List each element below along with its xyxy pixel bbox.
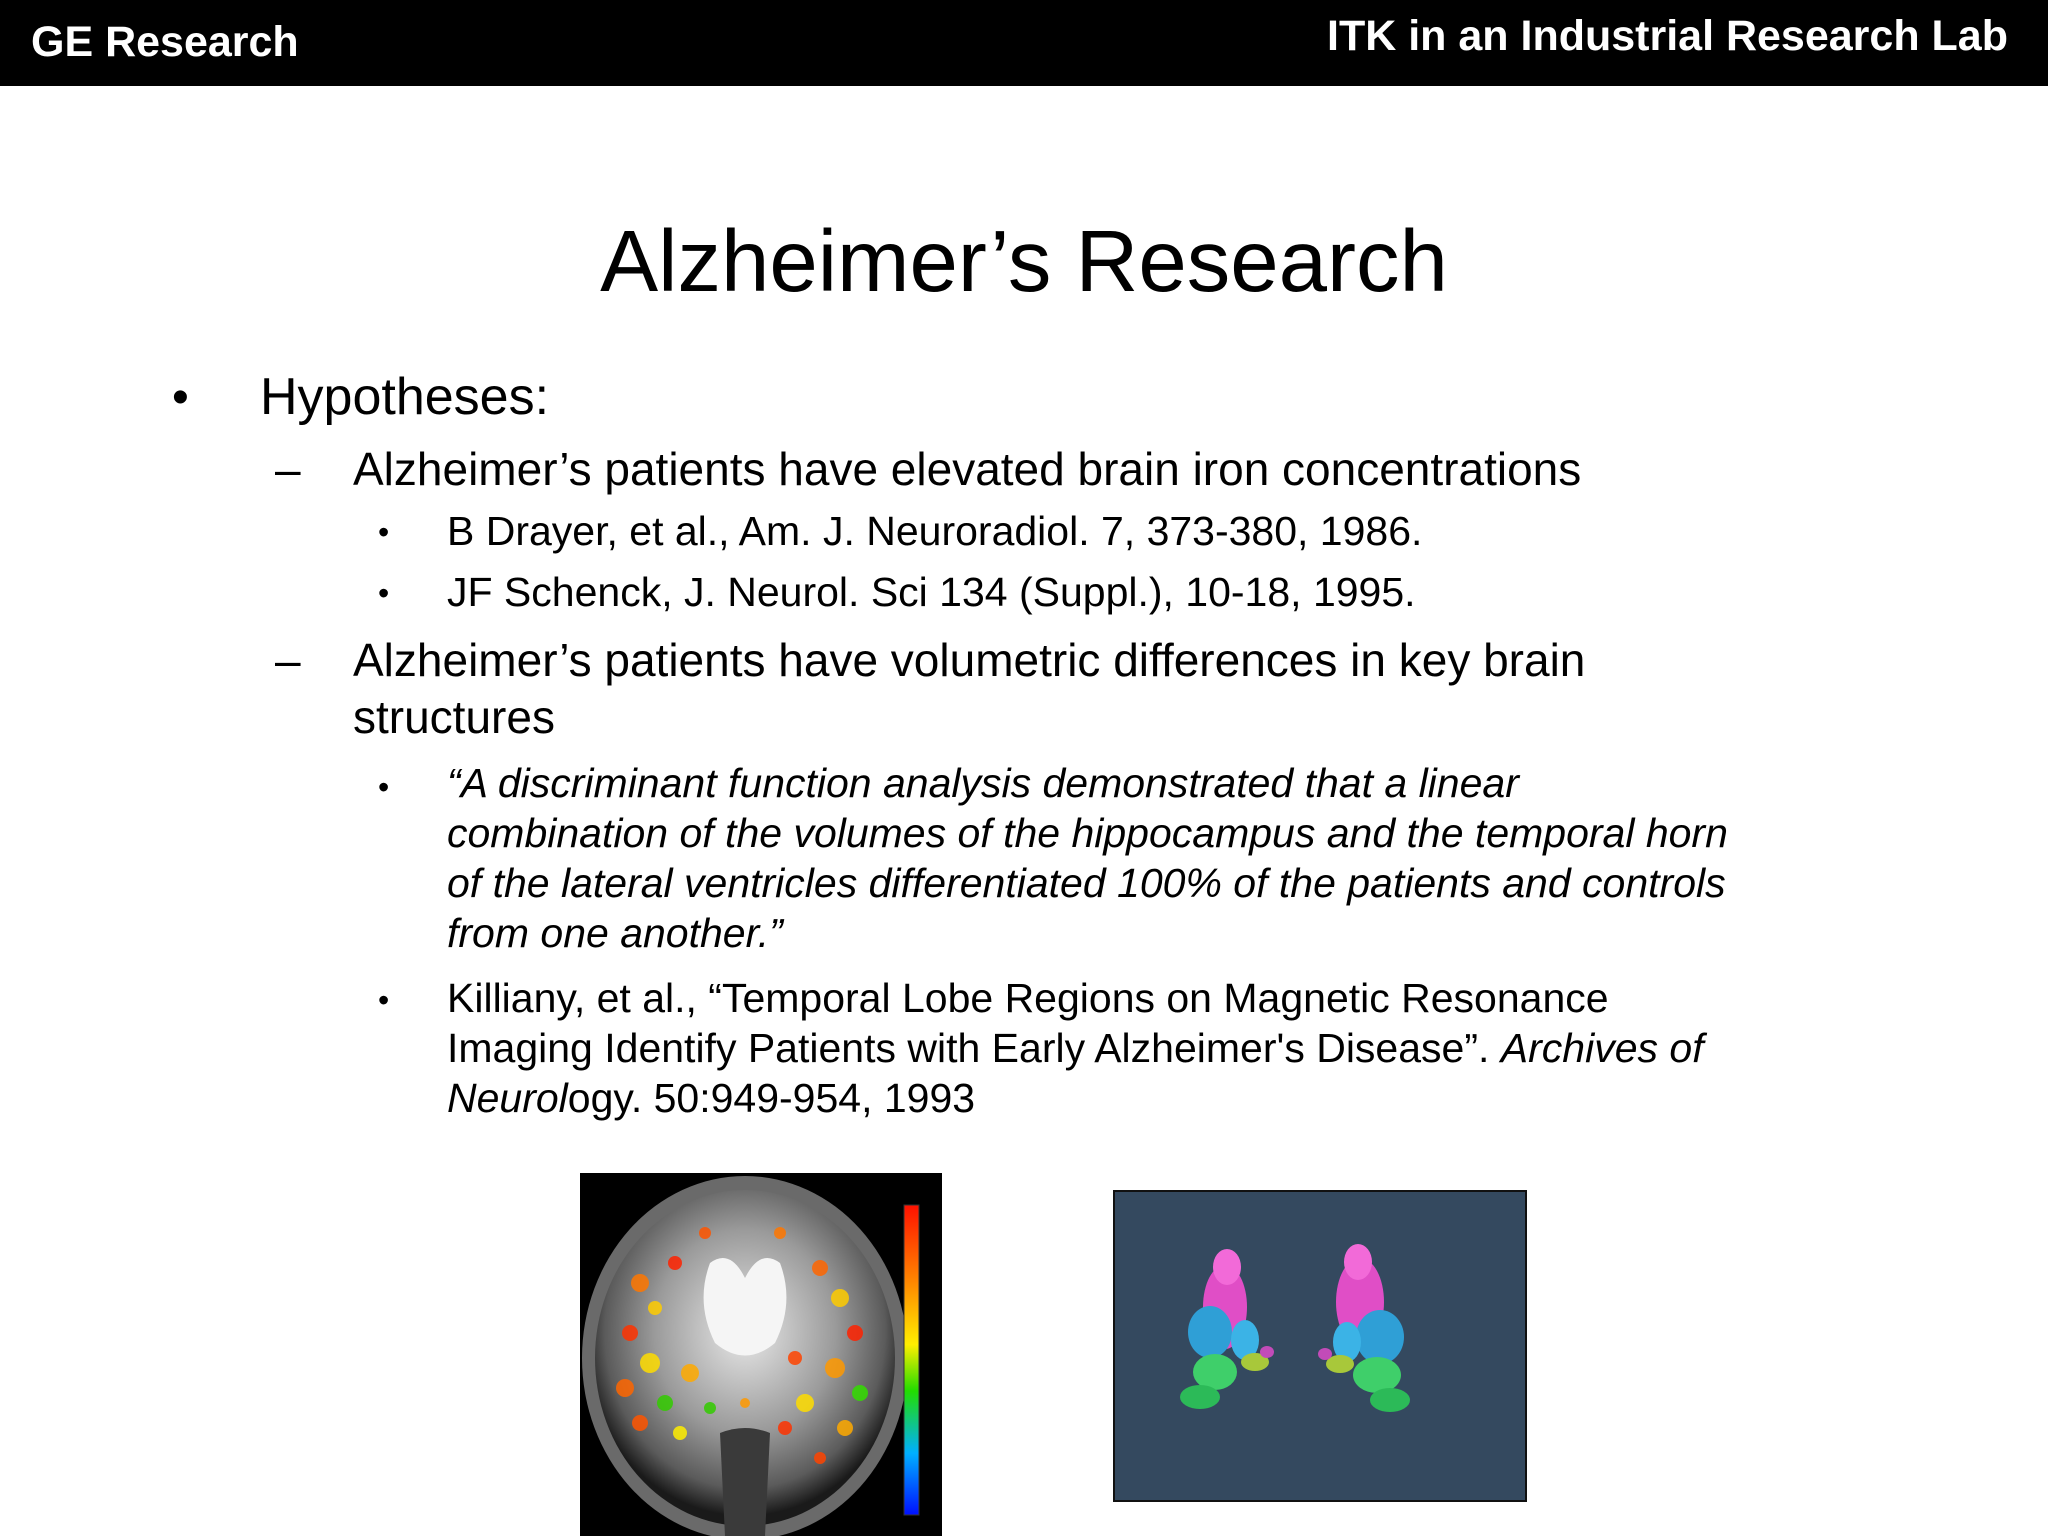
reference-text: B Drayer, et al., Am. J. Neuroradiol. 7, 373-380, 1986. [447, 508, 1423, 554]
dash-marker: – [275, 443, 301, 495]
hypothesis-line: structures [353, 691, 555, 743]
journal-name: Neurol [447, 1075, 568, 1121]
citation-text [447, 973, 1877, 1123]
bullet-text: Hypotheses: [260, 368, 550, 426]
hypothesis-text: Alzheimer’s patients have elevated brain iron concentrations [353, 443, 1582, 495]
structures-illustration [1115, 1192, 1525, 1500]
header-bar [0, 0, 2048, 86]
quote-text [447, 758, 1877, 958]
hypothesis-line: Alzheimer’s patients have volumetric differences in key brain [353, 634, 1586, 686]
citation-line: Killiany, et al., “Temporal Lobe Regions on Magnetic Resonance [447, 975, 1609, 1021]
org-name: GE Research [31, 18, 299, 66]
bullet-marker: • [172, 371, 189, 424]
reference-text: JF Schenck, J. Neurol. Sci 134 (Suppl.), 10-18, 1995. [447, 569, 1416, 615]
journal-name: Archives of [1500, 1025, 1704, 1071]
slide-title: Alzheimer’s Research [600, 213, 1448, 310]
mri-coronal-image [580, 1173, 942, 1536]
citation-segment: ogy. 50:949-954, 1993 [567, 1075, 976, 1121]
citation-line [447, 1023, 1877, 1073]
bullet-marker: • [378, 514, 390, 550]
quote-line: from one another.” [447, 910, 783, 956]
presentation-title: ITK in an Industrial Research Lab [1327, 12, 2008, 60]
bullet-marker: • [378, 982, 390, 1018]
citation-line [447, 1073, 1877, 1123]
color-scale-bar [904, 1205, 919, 1515]
hypothesis-text [353, 632, 1753, 746]
quote-line: combination of the volumes of the hippocampus and the temporal horn [447, 810, 1728, 856]
citation-segment: Imaging Identify Patients with Early Alzheimer's Disease”. [447, 1025, 1501, 1071]
mri-illustration [580, 1173, 942, 1536]
brain-structures-3d-rendering [1113, 1190, 1527, 1502]
quote-line: of the lateral ventricles differentiated 100% of the patients and controls [447, 860, 1726, 906]
quote-line: “A discriminant function analysis demonstrated that a linear [447, 760, 1519, 806]
brainstem [720, 1428, 770, 1536]
dash-marker: – [275, 634, 301, 686]
bullet-marker: • [378, 575, 390, 611]
bullet-marker: • [378, 769, 390, 805]
